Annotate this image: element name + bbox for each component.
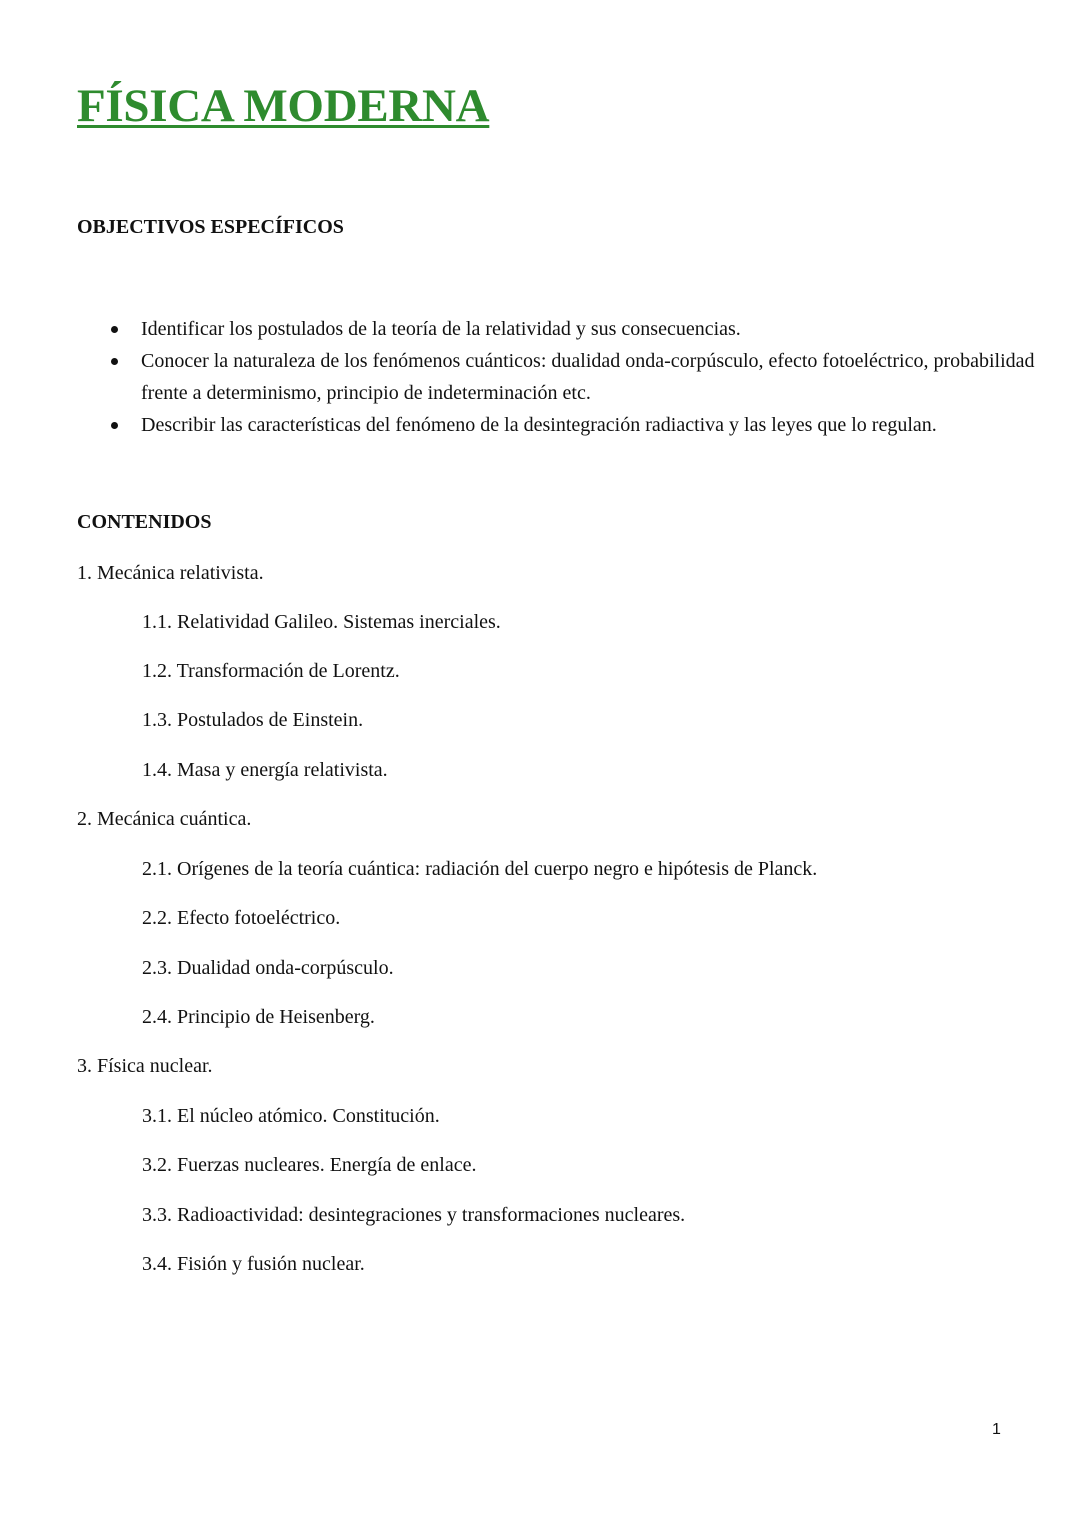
contents-subsection: 2.2. Efecto fotoeléctrico.	[142, 907, 341, 929]
contents-subsection: 1.3. Postulados de Einstein.	[142, 709, 364, 731]
page-title: FÍSICA MODERNA	[77, 80, 490, 132]
objective-item	[108, 345, 1038, 409]
bullet-icon	[111, 326, 118, 333]
contents-subsection: 2.1. Orígenes de la teoría cuántica: radiación del cuerpo negro e hipótesis de Planck.	[142, 858, 818, 880]
bullet-icon	[111, 358, 118, 365]
objective-text: Describir las características del fenómeno de la desintegración radiactiva y las leyes que lo regulan.	[141, 414, 937, 436]
bullet-icon	[111, 422, 118, 429]
objectives-list	[108, 313, 1038, 441]
contents-subsection: 1.1. Relatividad Galileo. Sistemas inerciales.	[142, 611, 501, 633]
objective-text: Identificar los postulados de la teoría de la relatividad y sus consecuencias.	[141, 318, 741, 340]
contents-subsection: 3.2. Fuerzas nucleares. Energía de enlace.	[142, 1154, 477, 1176]
contents-section: 1. Mecánica relativista.	[77, 562, 264, 584]
contents-subsection: 3.1. El núcleo atómico. Constitución.	[142, 1105, 440, 1127]
contents-subsection: 3.4. Fisión y fusión nuclear.	[142, 1253, 365, 1275]
page-number: 1	[992, 1421, 1001, 1438]
objective-item	[108, 313, 1038, 345]
contents-section: 2. Mecánica cuántica.	[77, 808, 252, 830]
contents-subsection: 2.3. Dualidad onda-corpúsculo.	[142, 957, 394, 979]
contents-subsection: 1.4. Masa y energía relativista.	[142, 759, 388, 781]
contents-heading: CONTENIDOS	[77, 511, 212, 533]
contents-subsection: 2.4. Principio de Heisenberg.	[142, 1006, 375, 1028]
objective-item	[108, 409, 1038, 441]
objectives-heading: OBJECTIVOS ESPECÍFICOS	[77, 216, 344, 238]
contents-subsection: 1.2. Transformación de Lorentz.	[142, 660, 400, 682]
contents-section: 3. Física nuclear.	[77, 1055, 213, 1077]
objective-text: Conocer la naturaleza de los fenómenos cuánticos: dualidad onda-corpúsculo, efecto fotoeléctrico, probabilidad frente a determinismo, principio de indeterminación etc.	[141, 350, 1035, 404]
contents-subsection: 3.3. Radioactividad: desintegraciones y transformaciones nucleares.	[142, 1204, 686, 1226]
